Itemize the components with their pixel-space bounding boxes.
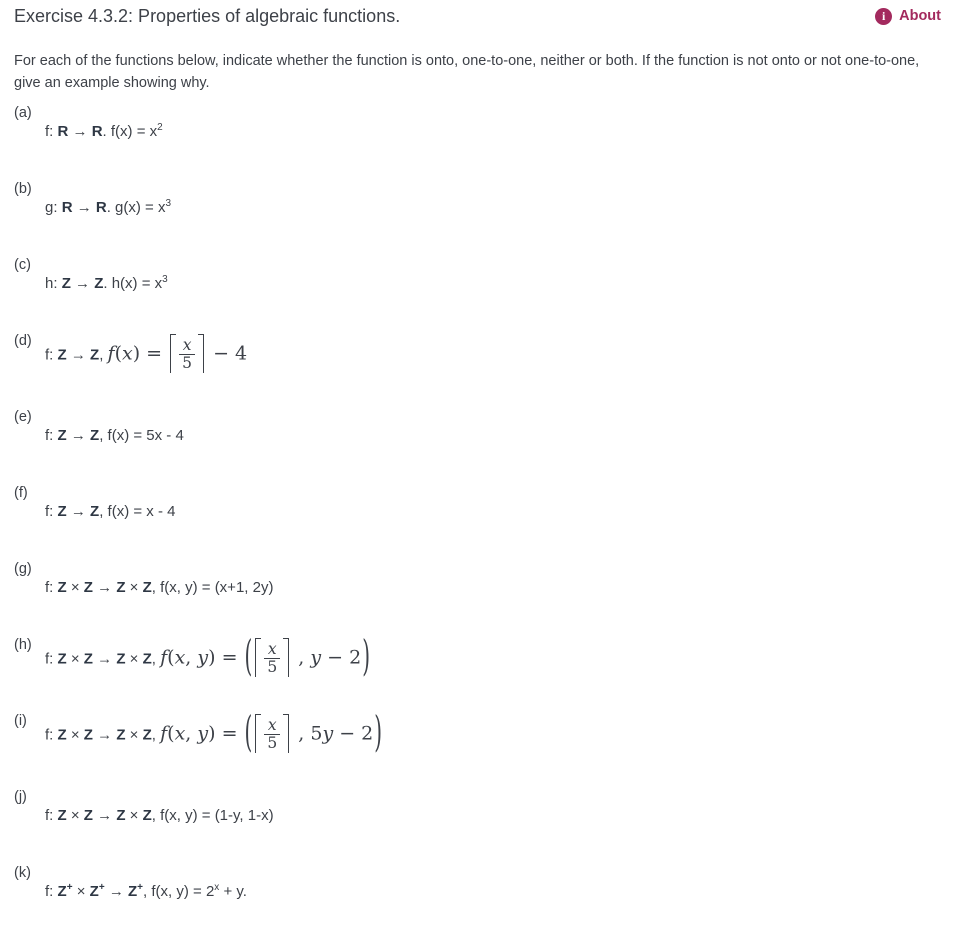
- formula-text: g:: [45, 199, 62, 216]
- item-label: (e): [14, 409, 32, 425]
- formula-text: ×: [125, 650, 143, 668]
- fraction-denominator: 5: [264, 734, 280, 752]
- ceiling-fraction: [255, 714, 289, 753]
- formula-text: ×: [125, 726, 143, 744]
- fraction-numerator: x: [267, 640, 277, 658]
- math-text: ,: [185, 722, 198, 745]
- exercise-item-h: [14, 630, 941, 713]
- formula-text: →: [68, 123, 92, 140]
- formula-text: →: [66, 503, 91, 520]
- fraction-numerator: x: [267, 716, 277, 734]
- set-symbol: R: [61, 199, 73, 216]
- exercise-item-g: [14, 561, 941, 637]
- math-variable: y: [322, 722, 334, 745]
- item-label: (f): [14, 485, 28, 501]
- ceiling-right-bracket: [198, 334, 204, 373]
- formula-text: ×: [125, 807, 143, 824]
- formula-text: →: [66, 346, 91, 364]
- superscript: +: [66, 882, 73, 893]
- formula-text: . f(x) = x: [102, 123, 158, 140]
- math-variable: x: [174, 722, 186, 745]
- ceiling-fraction: [255, 638, 289, 677]
- formula-text: →: [66, 427, 91, 444]
- math-variable: x: [122, 342, 133, 365]
- math-text: ,: [185, 646, 198, 669]
- math-text: ,: [292, 646, 311, 669]
- set-symbol: Z: [57, 883, 67, 900]
- math-variable: f: [160, 722, 168, 745]
- item-formula: [45, 630, 941, 681]
- item-formula: [45, 502, 941, 521]
- set-symbol: Z: [128, 883, 138, 900]
- item-formula: [45, 706, 941, 757]
- item-label: (c): [14, 257, 31, 273]
- exercise-items: [14, 105, 941, 941]
- set-symbol: Z: [83, 726, 93, 744]
- set-symbol: Z: [90, 427, 100, 444]
- big-paren: (: [244, 706, 253, 757]
- superscript: 3: [165, 198, 172, 209]
- math-variable: y: [197, 646, 209, 669]
- item-formula: [45, 578, 941, 597]
- item-formula: [45, 336, 941, 375]
- math-text: (: [167, 722, 175, 745]
- exercise-item-d: [14, 333, 941, 409]
- item-formula: [45, 274, 941, 295]
- exercise-header: [14, 3, 941, 29]
- set-symbol: R: [91, 123, 103, 140]
- formula-text: , f(x, y) = (x+1, 2y): [151, 579, 274, 596]
- fraction: [176, 334, 198, 373]
- set-symbol: R: [57, 123, 69, 140]
- set-symbol: R: [95, 199, 107, 216]
- ceiling-fraction: [170, 334, 204, 373]
- formula-text: + y.: [219, 883, 247, 900]
- formula-text: ,: [151, 726, 161, 744]
- set-symbol: Z: [57, 650, 67, 668]
- formula-text: →: [92, 650, 117, 668]
- ceiling-right-bracket: [283, 714, 289, 753]
- fraction-numerator: x: [182, 336, 192, 354]
- set-symbol: Z: [142, 807, 152, 824]
- math-variable: f: [160, 646, 168, 669]
- math-variable: x: [174, 646, 186, 669]
- fraction: [261, 714, 283, 753]
- formula-text: f:: [45, 123, 58, 140]
- item-label: (a): [14, 105, 32, 121]
- exercise-intro: For each of the functions below, indicate whether the function is onto, one-to-one, neither or both. If the function is not onto or not one-to-one, give an example showing why.: [14, 53, 920, 91]
- set-symbol: Z: [83, 579, 93, 596]
- formula-text: ×: [66, 807, 84, 824]
- set-symbol: Z: [57, 807, 67, 824]
- set-symbol: Z: [142, 579, 152, 596]
- exercise-item-c: [14, 257, 941, 333]
- item-formula: [45, 122, 941, 143]
- formula-text: ×: [66, 650, 84, 668]
- item-label: (j): [14, 789, 27, 805]
- set-symbol: Z: [90, 503, 100, 520]
- formula-text: ,: [99, 346, 108, 364]
- math-text: − 2: [321, 646, 362, 669]
- set-symbol: Z: [142, 650, 152, 668]
- formula-text: , f(x, y) = (1-y, 1-x): [151, 807, 274, 824]
- exercise-item-j: [14, 789, 941, 865]
- set-symbol: Z: [142, 726, 152, 744]
- formula-text: ×: [66, 579, 84, 596]
- math-variable: y: [197, 722, 209, 745]
- formula-text: ×: [125, 579, 143, 596]
- exercise-item-a: [14, 105, 941, 181]
- formula-text: ×: [66, 726, 84, 744]
- math-text: ) =: [132, 342, 169, 365]
- math-text: , 5: [292, 722, 323, 745]
- big-paren: ): [362, 630, 370, 681]
- formula-text: f:: [45, 883, 58, 900]
- formula-text: . g(x) = x: [106, 199, 166, 216]
- math-text: ) =: [208, 646, 244, 669]
- big-paren: (: [244, 630, 253, 681]
- item-label: (b): [14, 181, 32, 197]
- set-symbol: Z: [116, 726, 126, 744]
- math-text: − 2: [333, 722, 374, 745]
- set-symbol: Z: [57, 726, 67, 744]
- big-paren: ): [374, 706, 383, 757]
- set-symbol: Z: [57, 427, 67, 444]
- formula-text: f:: [45, 427, 58, 444]
- set-symbol: Z: [116, 579, 126, 596]
- math-text: (: [167, 646, 175, 669]
- superscript: 2: [157, 122, 163, 133]
- fraction-denominator: 5: [264, 658, 280, 676]
- superscript: 3: [162, 274, 168, 285]
- set-symbol: Z: [61, 275, 71, 292]
- formula-text: f:: [45, 503, 58, 520]
- formula-text: ×: [72, 883, 90, 900]
- formula-text: , f(x, y) = 2: [143, 883, 215, 900]
- exercise-item-b: [14, 181, 941, 257]
- item-label: (h): [14, 637, 32, 653]
- formula-text: h:: [45, 275, 62, 292]
- exercise-item-k: [14, 865, 941, 941]
- formula-text: →: [92, 726, 117, 744]
- formula-text: , f(x) = x - 4: [99, 503, 176, 520]
- math-text: (: [114, 342, 123, 365]
- set-symbol: Z: [116, 807, 126, 824]
- superscript: +: [137, 882, 144, 893]
- item-formula: [45, 198, 941, 219]
- set-symbol: Z: [83, 650, 93, 668]
- set-symbol: Z: [83, 807, 93, 824]
- item-label: (d): [14, 333, 32, 349]
- set-symbol: Z: [90, 346, 100, 364]
- superscript: +: [98, 882, 105, 893]
- formula-text: f:: [45, 579, 58, 596]
- about-label: About: [899, 8, 941, 24]
- exercise-item-e: [14, 409, 941, 485]
- set-symbol: Z: [94, 275, 104, 292]
- formula-text: f:: [45, 807, 58, 824]
- info-icon: i: [875, 8, 892, 25]
- set-symbol: Z: [89, 883, 99, 900]
- exercise-item-i: [14, 706, 941, 789]
- set-symbol: Z: [57, 579, 67, 596]
- item-formula: [45, 882, 941, 903]
- item-label: (i): [14, 713, 27, 729]
- fraction-denominator: 5: [179, 354, 195, 372]
- item-label: (k): [14, 865, 31, 881]
- formula-text: f:: [45, 650, 58, 668]
- formula-text: →: [72, 199, 96, 216]
- fraction: [261, 638, 283, 677]
- formula-text: . h(x) = x: [103, 275, 163, 292]
- formula-text: →: [92, 807, 117, 824]
- math-text: − 4: [207, 342, 248, 365]
- ceiling-right-bracket: [283, 638, 289, 677]
- math-text: ) =: [208, 722, 244, 745]
- set-symbol: Z: [116, 650, 126, 668]
- exercise-item-f: [14, 485, 941, 561]
- item-formula: [45, 806, 941, 825]
- set-symbol: Z: [57, 346, 67, 364]
- about-button[interactable]: [875, 8, 941, 25]
- formula-text: →: [104, 883, 128, 900]
- formula-text: f:: [45, 346, 58, 364]
- math-variable: f: [107, 342, 115, 365]
- math-variable: y: [310, 646, 322, 669]
- exercise-title: Exercise 4.3.2: Properties of algebraic functions.: [14, 5, 401, 26]
- formula-text: , f(x) = 5x - 4: [99, 427, 184, 444]
- superscript: x: [214, 882, 220, 893]
- formula-text: →: [70, 275, 95, 292]
- item-formula: [45, 426, 941, 445]
- set-symbol: Z: [57, 503, 67, 520]
- formula-text: f:: [45, 726, 58, 744]
- item-label: (g): [14, 561, 32, 577]
- formula-text: ,: [151, 650, 161, 668]
- formula-text: →: [92, 579, 117, 596]
